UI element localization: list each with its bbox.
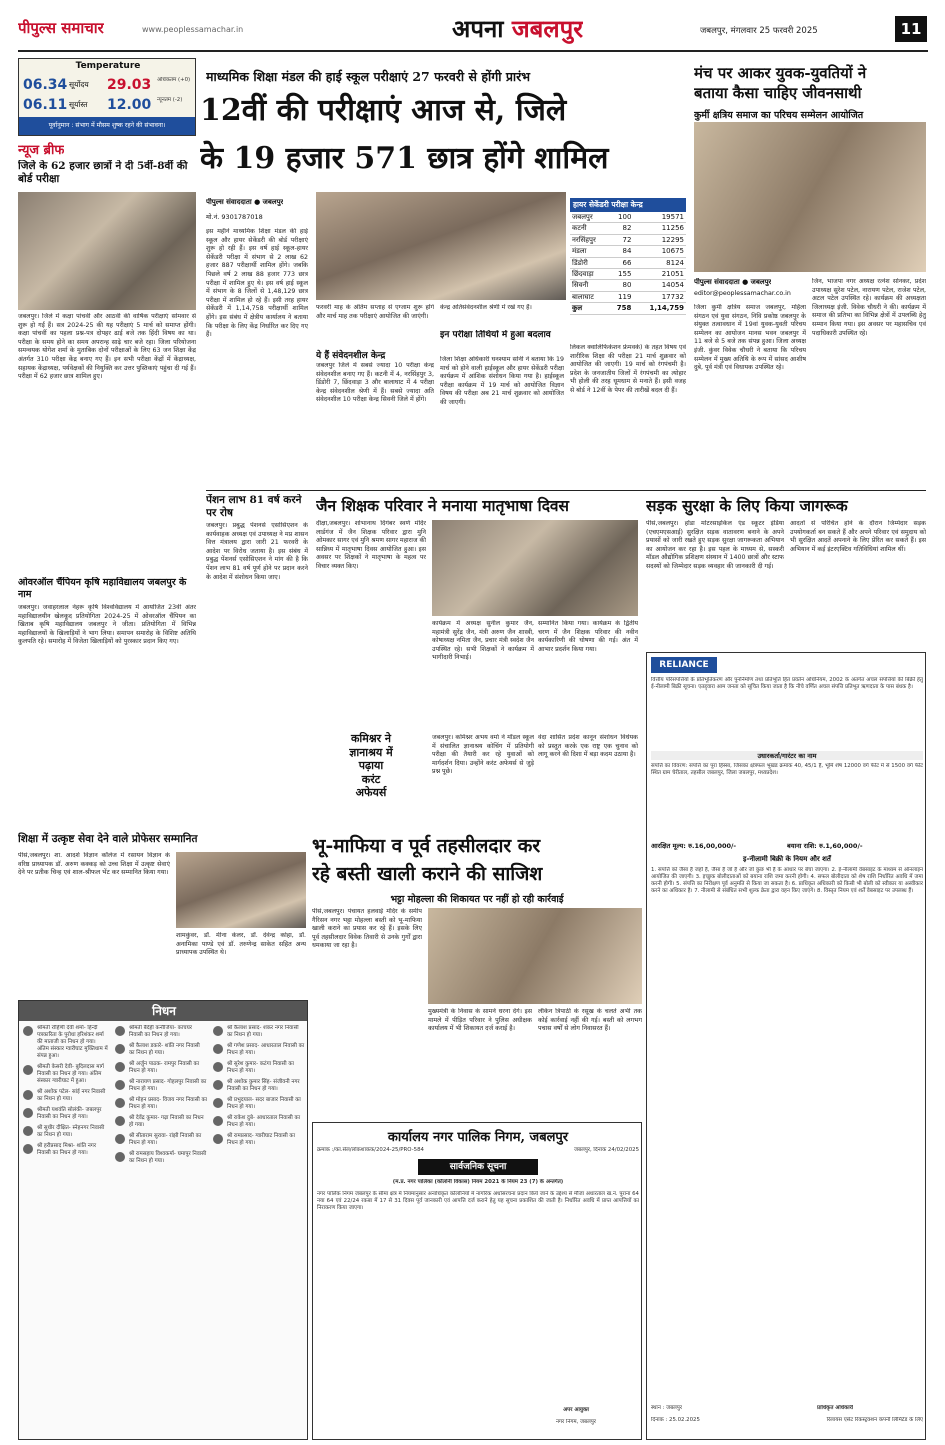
land-subhead: भट्टा मोहल्ला की शिकायत पर नहीं हो रही कार्रवाई [390, 894, 564, 905]
lead-mobile: मो.नं. 9301787018 [206, 213, 263, 221]
obituary-item [213, 1061, 305, 1075]
notice-sign1: अपर आयुक्त [563, 1407, 589, 1413]
sunrise-label: सूर्योदय [69, 80, 89, 89]
land-headline-2: रहे बस्ती खाली कराने की साजिश [312, 863, 543, 885]
hs-table-row [570, 291, 686, 302]
commissioner-body: जबलपुर। कमिश्नर अभय वर्मा ने मॉडल स्कूल में संचालित ज्ञानाश्रय कोचिंग में प्रतियोगी परीक्षा की तैयारी कर रहे युवाओं को मार्गदर्शन दिया। उन्होंने करंट अफेयर्स से जुड़े प्रश्न पूछे। [432, 734, 534, 776]
jain-group-photo [432, 520, 638, 616]
right-body2: जिन, भाजपा नगर अध्यक्ष रत्नेश सोनकर, प्रदेश उपाध्यक्ष सुरेश पटेल, नारायण पटेल, राजेश पटेल, अटल पटेल उपस्थित रहे। कार्यक्रम की अध्यक्षता जिलाध्यक्ष इंजी. विवेक चौधरी ने की। कार्यक्रम में समाज की प्रतिभा का विभिन्न क्षेत्रों में उपलब्धि हेतु सम्मान किया गया। इस अवसर पर महासचिव एवं पदाधिकारी उपस्थित रहे। [812, 278, 926, 337]
exam-hall-photo [316, 192, 566, 300]
masthead-rule [18, 50, 928, 52]
right-email: editor@peoplessamachar.co.in [694, 290, 791, 297]
ad-schedule-title: उधारकर्ता/गारंटर का नाम [651, 751, 923, 760]
reliance-logo: RELIANCE [651, 657, 717, 673]
obituary-photo-icon [115, 1062, 125, 1072]
ad-terms-title: इ-नीलामी बिक्री के नियम और शर्तें [743, 855, 831, 863]
professor-body: पीसं,जबलपुर। शा. आदर्श विज्ञान कॉलेज में रसायन विज्ञान के वरिष्ठ प्राध्यापक डॉ. अरुण कक्कड़ को उच्च शिक्षा में उत्कृष्ट सेवाएं देने पर प्रतीक चिन्ह एवं शाल-श्रीफल भेंट कर सम्मानित किया गया। [18, 852, 170, 877]
obituary-text: श्री नारायण प्रसाद- गोहलपुर निवासी का निधन हो गया। [129, 1079, 207, 1092]
right-byline: पीपुल्स संवाददाता ● जबलपुर [694, 278, 772, 286]
weather-forecast: पूर्वानुमान : संभाग में मौसम शुष्क रहने की संभावना। [19, 117, 195, 135]
professor-headline: शिक्षा में उत्कृष्ट सेवा देने वाले प्रोफेसर सम्मानित [18, 833, 198, 845]
obituary-text: श्री कैलाश डकारे- शांति नगर निवासी का निधन हो गया। [129, 1043, 200, 1056]
hs-table-row [570, 212, 686, 223]
min-label: न्यूनतम (-2) [157, 97, 183, 103]
hs-table-cell-centres: 66 [622, 258, 632, 267]
news-brief-label: न्यूज ब्रीफ [18, 143, 65, 158]
hs-table-cell-students: 10675 [661, 247, 684, 256]
obituary-item [115, 1151, 207, 1165]
obituary-item [115, 1025, 207, 1039]
news-brief-body: जबलपुर। जिले में कक्षा पांचवीं और आठवीं की वार्षिक परीक्षाएं सोमवार से शुरू हो गईं हैं। सत्र 2024-25 की यह परीक्षाएं 5 मार्च को समाप्त होंगी। कक्षा पांचवीं का पहला प्रश्न-पत्र दोपहर ढाई बजे तक हिंदी विषय का था। परीक्षा के समय होने का समय अपरान्ह साढ़े चार बजे रहा। जिला परियोजना समन्वयक योगेश शर्मा के मुताबिक दोनों परीक्षाओं के लिए 63 जन शिक्षा केंद्र अंतर्गत 310 परीक्षा केंद्र बनाए गए हैं। इन सभी परीक्षा केंद्रों में केंद्राध्यक्ष, सहायक केंद्राध्यक्ष, पर्यवेक्षकों की नियुक्ति कर उत्तर पुस्तिकाएं पहुंचा दी गई हैं। परीक्षा में 62 हजार छात्र शामिल हुए। [18, 313, 196, 381]
obituary-text: श्री सुरेश कुमार- कटंगा निवासी का निधन हो गया। [227, 1061, 294, 1074]
obituary-box [18, 1000, 308, 1440]
obituary-item [213, 1043, 305, 1057]
hs-table-cell-centres: 100 [618, 213, 632, 221]
jain-body3: सम्मानित किया गया। कार्यक्रम के द्वितीय चरण में जैन शिक्षक परिवार की नवीन कार्यकारिणी की घोषणा की गई। अंत में आभार प्रदर्शन किया गया। [538, 620, 638, 653]
land-headline-1: भू-माफिया व पूर्व तहसीलदार कर [312, 835, 541, 857]
hs-table [570, 212, 686, 315]
obituary-col2 [115, 1025, 207, 1437]
lead-col2c: जबलपुर। प्रबुद्ध पेंशनर्स एसोसिएशन के कार्यवाहक अध्यक्ष एवं उपाध्यक्ष ने मप्र शासन वित्त मंत्रालय द्वारा जारी 21 फरवरी के आदेश पर विरोध जताया है। इस संबंध में प्रबुद्ध पेंशनर्स एसोसिएशन ने मांग की है कि पेंशन लाभ 81 वर्ष पूर्ण होने पर प्रदान करने के आदेश में संशोधन किया जाए। [206, 522, 308, 581]
notice-body: नगर पालिक निगम जबलपुर के सीमा क्षेत्र में नियमानुसार अनाधिकृत कॉलोनियों में नागरिक अधोसंरचना प्रदान किये जाने के उद्देश्य से मौजा अधारताल ख.नं. पुराना 64 नया 64 एवं 22/24 रकबा में 17 से 31 दिवस पूर्व जानकारी एवं आपत्ति दर्ज कराने हेतु यह सूचना प्रकाशित की जाती है। निर्धारित अवधि में प्राप्त आपत्तियों का निराकरण किया जाएगा। [317, 1191, 639, 1211]
ad-body: वित्तीय परिसंपत्तियों के प्रतिभूतिकरण और पुनर्निर्माण तथा प्रतिभूति हित प्रवर्तन अधिनियम, 2002 के अंतर्गत अचल संपत्तियों की बिक्री हेतु ई-नीलामी बिक्री सूचना। एतद्द्वारा आम जनता को सूचित किया जाता है कि नीचे वर्णित अचल संपत्ति प्रतिभूत ऋणदाता के पास बंधक है। [651, 677, 923, 690]
obituary-item [115, 1115, 207, 1129]
obituary-photo-icon [213, 1134, 223, 1144]
hs-table-cell-centres: 155 [618, 270, 632, 279]
road-body: पीसं,जबलपुर। होंडा मोटरसाइकिल एंड स्कूटर इंडिया (एचएमएसआई) सुरक्षित सड़क वातावरण बनाने के अपने प्रयासों को जारी रखते हुए सड़क सुरक्षा जागरूकता अभियान का आयोजन कर रहा है। इस पहल के माध्यम से, सस्करी मॉडल औद्योगिक प्रशिक्षण संस्थान में 1400 छात्रों और स्टाफ सदस्यों को जिम्मेदार सड़क व्यवहार की जानकारी दी गई। [646, 520, 784, 570]
hs-table-box [570, 198, 686, 338]
obituary-col1 [23, 1025, 109, 1437]
obituary-photo-icon [213, 1080, 223, 1090]
obituary-item [23, 1064, 109, 1085]
hs-table-cell-district: कुल [572, 304, 583, 313]
max-label: अधिकतम (+0) [157, 77, 191, 83]
professor-body2: शामकुंवर, डॉ. मीना केलर, डॉ. देवेन्द्र कोहा, डॉ. अनामिका पाण्डे एवं डॉ. तरुणेन्द्र साकेत सहित अन्य प्राध्यापक उपस्थित थे। [176, 932, 306, 957]
obituary-photo-icon [115, 1134, 125, 1144]
obituary-text: श्री रामप्रसाद- ग्वारीघाट निवासी का निधन हो गया। [227, 1133, 295, 1146]
hs-table-cell-students: 12295 [661, 235, 684, 244]
obituary-title: निधन [19, 1001, 308, 1021]
lead-sub3: इन परीक्षा तिथियों में हुआ बदलाव [440, 330, 551, 340]
obituary-text: श्री गणेश प्रसाद- आधारताल निवासी का निधन हो गया। [227, 1043, 305, 1056]
hs-table-row [570, 234, 686, 245]
right-subhead: कुर्मी क्षत्रिय समाज का परिचय सम्मेलन आयोजित [694, 110, 864, 121]
protest-photo [428, 908, 642, 1004]
sunset-time: 06.11 [23, 97, 68, 113]
obituary-item [115, 1061, 207, 1075]
hs-table-cell-students: 19571 [661, 213, 684, 221]
obituary-item [23, 1143, 109, 1157]
obituary-photo-icon [213, 1044, 223, 1054]
obituary-photo-icon [115, 1026, 125, 1036]
obituary-photo-icon [115, 1098, 125, 1108]
notice-sign2: नगर निगम, जबलपुर [555, 1419, 597, 1425]
ad-signatory: प्राधिकृत अधिकारी [817, 1405, 854, 1411]
land-body3: लेकिन त्रिपाठी के रसूख के चलते अभी तक कोई कार्रवाई नहीं की गई। बस्ती को लगभग पचास वर्षों से लोग निवासरत हैं। [538, 1008, 642, 1033]
obituary-photo-icon [115, 1152, 125, 1162]
section-title [452, 12, 583, 45]
municipal-notice [312, 1122, 642, 1440]
issue-date: जबलपुर, मंगलवार 25 फरवरी 2025 [700, 26, 818, 36]
lead-col3b: जिला शिक्षा अधिकारी घनश्याम सोनी ने बताया कि 19 मार्च को होने वाली हाईस्कूल और हायर सेकेंडरी परीक्षा कार्यक्रम में आंशिक संशोधन किया गया है। हाईस्कूल परीक्षा कार्यक्रम में 19 मार्च को आयोजित विज्ञान विषय की परीक्षा अब 21 मार्च शुक्रवार को आयोजित की जाएगी। [440, 356, 564, 406]
hs-table-cell-district: बालाघाट [572, 292, 594, 301]
hs-table-cell-centres: 72 [622, 235, 632, 244]
section-title-part2: जबलपुर [511, 14, 584, 43]
lead-col2b: जबलपुर जिले में सबसे ज्यादा 10 परीक्षा केन्द्र संवेदनशील बनाए गए हैं। कटनी में 4, नरसिंहपुर 3, डिंडोरी 7, छिंदवाड़ा 3 और बालाघाट में 4 परीक्षा केन्द्र संवेदनशील श्रेणी में हैं। सबसे ज्यादा अति संवेदनशील 10 परीक्षा केन्द्र सिवनी जिले में होंगे। [316, 362, 434, 404]
right-body: जिला कुर्मी क्षत्रिय समाज जबलपुर, महिला संगठन एवं युवा संगठन, निवि प्रकोष्ठ जबलपुर के संयुक्त तत्वावधान में 19वां युवक-युवती परिचय सम्मेलन का आयोजन मानस भवन जबलपुर में 11 बजे से 5 बजे तक संपन्न हुआ। जिला अध्यक्ष इंजी. कुंवर विवेक चौधरी ने बताया कि परिचय सम्मेलन में मुख्य अतिथि के रूप में सांसद आशीष दुबे, पूर्व मंत्री एवं विधायक उपस्थित रहे। [694, 304, 806, 372]
lead-sub2: पेंशन लाभ 81 वर्ष करने पर रोष [206, 494, 302, 519]
hs-table-cell-district: कटनी [572, 224, 587, 233]
hs-table-cell-centres: 80 [622, 281, 632, 290]
right-headline-2: बताया कैसा चाहिए जीवनसाथी [694, 84, 862, 102]
professor-photo [176, 852, 306, 928]
obituary-item [23, 1107, 109, 1121]
hs-table-row [570, 246, 686, 257]
obituary-text: श्री राकेश दुबे- आधारताल निवासी का निधन हो गया। [227, 1115, 300, 1128]
obituary-item [23, 1125, 109, 1139]
weather-title: Temperature [75, 61, 141, 71]
obituary-item [115, 1097, 207, 1111]
reliance-ad [646, 652, 926, 1440]
sunrise-time: 06.34 [23, 77, 68, 93]
hs-table-row [570, 257, 686, 268]
commissioner-body2: वेदा शासित प्रदेश कानून संशोधन विधेयक को प्रस्तुत करके एक राष्ट्र एक चुनाव को लागू करने की दिशा में बड़ा कदम उठाया है। [538, 734, 638, 759]
obituary-item [213, 1115, 305, 1129]
hs-table-cell-district: मंडला [572, 247, 587, 256]
obituary-item [23, 1025, 109, 1060]
hs-table-cell-students: 14054 [661, 281, 684, 290]
obituary-text: श्री सुधीर दीक्षित- स्नेहनगर निवासी का निधन हो गया। [37, 1125, 105, 1138]
right-headline-1: मंच पर आकर युवक-युवतियों ने [694, 64, 867, 82]
hs-table-cell-centres: 758 [616, 304, 632, 313]
obituary-photo-icon [115, 1044, 125, 1054]
obituary-photo-icon [23, 1026, 33, 1036]
lead-col2: फरवरी माह के अंतिम सप्ताह से एग्जाम शुरू होंगे और मार्च माह तक परीक्षाएं आयोजित की जाएंगी। [316, 304, 434, 320]
hs-table-cell-district: नरसिंहपुर [572, 235, 596, 244]
hs-table-cell-district: सिवनी [572, 281, 589, 290]
section-title-part1: अपना [452, 14, 504, 43]
hs-table-cell-centres: 119 [618, 292, 632, 301]
obituary-photo-icon [213, 1026, 223, 1036]
obituary-item [115, 1079, 207, 1093]
hs-table-cell-district: डिंडोरी [572, 258, 588, 267]
obituary-col3 [213, 1025, 305, 1437]
notice-office: कार्यालय नगर पालिक निगम, जबलपुर [387, 1130, 569, 1145]
notice-title: सार्वजनिक सूचना [418, 1159, 538, 1175]
obituary-item [213, 1079, 305, 1093]
obituary-photo-icon [213, 1116, 223, 1126]
obituary-photo-icon [213, 1062, 223, 1072]
hs-table-title: हायर सेकेंडरी परीक्षा केन्द्र [570, 198, 686, 212]
news-brief-headline: जिले के 62 हजार छात्रों ने दी 5वीं-8वीं की बोर्ड परीक्षा [18, 160, 188, 185]
obituary-text: श्रीमती यशवंति सोलंकी- जबलपुर निवासी का निधन हो गया। [37, 1107, 102, 1120]
obituary-text: श्री रामसहाय विश्वकर्मा- घमापुर निवासी का निधन हो गया। [129, 1151, 207, 1164]
masthead [0, 0, 945, 56]
obituary-item [23, 1089, 109, 1103]
lead-sub1: ये हैं संवेदनशील केन्द्र [316, 351, 386, 361]
lead-col4: लिंकल क्वालिफिकेशन फ्रेमवर्क) के तहत विषय एवं शारीरिक शिक्षा की परीक्षा 21 मार्च शुक्रवार को आयोजित की जाएगी। 19 मार्च को रंगपंचमी है। प्रदेश के जनजातीय जिलों में रंगपंचमी का त्योहार भी होली की तरह धूमधाम से मनाते हैं। इसी वजह से बोर्ड ने 12वीं के पेपर की तारीखें बदल दी हैं। [570, 344, 686, 394]
ad-reserve: आरक्षित मूल्य: रु.16,00,000/- [651, 842, 737, 850]
jain-body2: कार्यक्रम में अध्यक्ष सुनील कुमार जैन, महामंत्री सुरेंद्र जैन, मंत्री अरुण जैन शास्त्री, कोषाध्यक्ष नमिता जैन, प्रचार मंत्री स्वदेश जैन उपस्थित रहे। सभी शिक्षकों ने कार्यक्रम में भागीदारी निभाई। [432, 620, 534, 662]
ad-date: दिनांक : 25.02.2025 [651, 1417, 700, 1423]
commissioner-text-5: अफेयर्स [355, 786, 387, 799]
obituary-item [115, 1043, 207, 1057]
hs-table-cell-students: 1,14,759 [649, 304, 684, 313]
notice-ref: क्रमांक :/का.सेल/लोकशाकंक/2024-25/PRO-584 [317, 1147, 424, 1153]
notice-subtitle: (म.प्र. नगर पालिका (कॉलोनी विकास) नियम 2021 के नियम 23 (7) के अन्तर्गत) [392, 1179, 564, 1185]
hs-table-cell-students: 21051 [661, 270, 684, 279]
lead-headline-2: के 19 हजार 571 छात्र होंगे शामिल [200, 141, 609, 176]
news-brief-body2: जबलपुर। जवाहरलाल नेहरू कृषि विश्वविद्यालय में आयोजित 23वीं अंतर महाविद्यालयीन खेलकूद प्रतियोगिता 2024-25 में ओवरऑल चैंपियन का खिताब कृषि महाविद्यालय जबलपुर ने जीता। प्रतियोगिता में विभिन्न महाविद्यालयों के खिलाड़ियों ने भाग लिया। समापन समारोह के विशिष्ट अतिथि कुलपति रहे। समारोह में विजेता खिलाड़ियों को पुरस्कार प्रदान किए गए। [18, 604, 196, 646]
land-body: पीसं,जबलपुर। पंचायत हलवाई मंदिर के समीप गैरिसन नगर भट्टा मोहल्ला बस्ती को भू-माफिया खाली कराने का प्रयास कर रहे हैं। इसके लिए पूर्व तहसीलदार विवेक तिवारी से उनके गुर्गों द्वारा धमकाया जा रहा है। [312, 908, 422, 950]
lead-byline: पीपुल्स संवाददाता ● जबलपुर [206, 198, 284, 206]
lead-headline-1: 12वीं की परीक्षाएं आज से, जिले [200, 93, 567, 128]
section-rule-1 [206, 490, 926, 491]
news-brief-subhead: ओवरऑल चैंपियन कृषि महाविद्यालय जबलपुर के नाम [18, 577, 187, 600]
hs-table-cell-students: 17732 [661, 292, 684, 301]
max-temp: 29.03 [107, 77, 152, 93]
exam-photo [18, 192, 196, 310]
obituary-text: श्री अशोक कुमार सिंह- संजीवनी नगर निवासी का निधन हो गया। [227, 1079, 300, 1092]
obituary-text: श्री प्रभुदयाल- सदर बाजार निवासी का निधन हो गया। [227, 1097, 301, 1110]
obituary-text: श्री देवेंद्र कुमार- गढ़ा निवासी का निधन हो गया। [129, 1115, 204, 1128]
obituary-text: श्री हरीप्रसाद मिश्रा- शांति नगर निवासी का निधन हो गया। [37, 1143, 97, 1156]
obituary-item [115, 1133, 207, 1147]
road-body2: आदतों से परिचित होने के दौरान जिम्मेदार सड़क उपयोगकर्ता बन सकते हैं और अपने परिवार एवं समुदाय को भी सुरक्षित आदतें अपनाने के लिए प्रेरित कर सकते हैं। इस अभियान में कई इंटरएक्टिव गतिविधियां शामिल थीं। [790, 520, 926, 553]
hs-table-row [570, 223, 686, 234]
obituary-text: श्रीमती बैदेही कनौजिया- कांचघर निवासी का निधन हो गया। [129, 1025, 192, 1038]
commissioner-text-1: कमिश्नर ने [350, 732, 392, 745]
obituary-text: श्री कैलाश प्रसाद- शंकर नगर निवासी का निधन हो गया। [227, 1025, 299, 1038]
hs-table-row [570, 280, 686, 291]
hs-table-cell-district: छिंदवाड़ा [572, 270, 594, 279]
lead-col3: केन्द्र अतिसंवेदनशील श्रेणी में रखे गए हैं। [440, 304, 532, 311]
hs-table-row [570, 269, 686, 280]
obituary-text: श्री अर्जुन पाठक- रामपुर निवासी का निधन हो गया। [129, 1061, 200, 1074]
obituary-photo-icon [23, 1144, 33, 1154]
obituary-text: श्री सीताराम सुरावा- रांझी निवासी का निधन हो गया। [129, 1133, 202, 1146]
obituary-item [213, 1133, 305, 1147]
commissioner-box [316, 732, 426, 826]
website: www.peoplessamachar.in [142, 25, 244, 34]
commissioner-text-2: ज्ञानाश्रय में [349, 745, 393, 759]
hs-table-cell-district: जबलपुर [572, 213, 593, 221]
obituary-text: श्री अशोक पटेल- सांई नगर निवासी का निधन हो गया। [37, 1089, 106, 1102]
hs-table-cell-students: 8124 [666, 258, 684, 267]
commissioner-text-4: करंट [361, 772, 381, 786]
jain-headline: जैन शिक्षक परिवार ने मनाया मातृभाषा दिवस [316, 496, 570, 515]
ad-place: स्थान : जबलपुर [651, 1405, 683, 1411]
lead-col1: इस महीने माध्यमिक शिक्षा मंडल की हाई स्कूल और हायर सेकेंडरी की बोर्ड परीक्षाएं शुरू हो रही हैं। इस वर्ष हाई स्कूल-हायर सेकेंडरी परीक्षा में संभाग से 2 लाख 62 हजार 887 परीक्षार्थी शामिल होंगे। जबकि पिछले वर्ष 2 लाख 88 हजार 773 छात्र परीक्षा में शामिल हुए थे। इस वर्ष हाई स्कूल में संभाग के 8 जिलों से 1,48,129 छात्र परीक्षा में शामिल हो रहे हैं। इसी तरह हायर सेकेंडरी में 1,14,758 परीक्षार्थी शामिल होंगे। इस संबंध में क्षेत्रीय कार्यालय ने बताया कि परीक्षा के लिए केंद्र निर्धारित कर दिए गए हैं। [206, 228, 308, 339]
obituary-item [213, 1025, 305, 1039]
obituary-photo-icon [23, 1126, 33, 1136]
obituary-photo-icon [115, 1080, 125, 1090]
jain-body: दीक्षा,जबलपुर। शोभानाथ दिगंबर स्वर्ण मंदिर लार्डगंज में जैन शिक्षक परिवार द्वारा मुनि ओमकार सागर एवं मुनि श्रमण सागर महाराज की सान्निध्य में मातृभाषा दिवस आयोजित हुआ। इस अवसर पर शिक्षकों ने मातृभाषा के महत्व पर विचार व्यक्त किए। [316, 520, 426, 570]
hs-table-row [570, 303, 686, 314]
obituary-photo-icon [115, 1116, 125, 1126]
obituary-photo-icon [213, 1098, 223, 1108]
brand-logo: पीपुल्स समाचार [18, 19, 104, 37]
obituary-item [213, 1097, 305, 1111]
hs-table-cell-students: 11256 [661, 224, 684, 233]
sunset-label: सूर्यास्त [69, 100, 88, 109]
obituary-photo-icon [23, 1108, 33, 1118]
lead-kicker: माध्यमिक शिक्षा मंडल की हाई स्कूल परीक्षाएं 27 फरवरी से होंगी प्रारंभ [206, 69, 531, 84]
ad-body2: संपत्ति का विवरण: संपत्ति का पूरा हिस्सा, जिसका क्षेत्रफल भूखंड क्रमांक 40, 45/1 हैं, भूमि शेष 12000 वर्ग फीट में से 1500 वर्ग फीट स्थित ग्राम चेरीताल, तहसील जबलपुर, जिला जबलपुर, मध्यप्रदेश। [651, 763, 923, 776]
obituary-text: श्रीमती रोहिणी देवी शर्मा- हिन्दी पत्रकारिता के पुरोधा हरिशंकर शर्मा की माताजी का निधन हो गया। अंतिम संस्कार ग्वारीघाट मुक्तिधाम में संपन्न हुआ। [37, 1025, 108, 1059]
obituary-photo-icon [23, 1065, 33, 1075]
weather-box [18, 58, 196, 136]
road-headline: सड़क सुरक्षा के लिए किया जागरूक [646, 496, 848, 515]
commissioner-text-3: पढ़ाया [358, 759, 384, 772]
obituary-text: श्रीमती केसरी देवी- बुदिलदास मार्ग निवासी का निधन हो गया। अंतिम संस्कार ग्वारीघाट में हुआ। [37, 1064, 104, 1084]
ad-emd: बयाना राशि: रु.1,60,000/- [787, 842, 863, 850]
notice-date: जबलपुर, दिनांक 24/02/2025 [574, 1147, 639, 1153]
page-number: 11 [895, 16, 927, 42]
obituary-photo-icon [23, 1090, 33, 1100]
land-body2: मुख्यमंत्री के निवास के सामने धरना देंगे। इस मामले में पीड़ित परिवार ने पुलिस अधीक्षक कार्यालय में भी शिकायत दर्ज कराई है। [428, 1008, 532, 1033]
obituary-text: श्री मोहन प्रसाद- विजय नगर निवासी का निधन हो गया। [129, 1097, 207, 1110]
hs-table-cell-centres: 84 [622, 247, 632, 256]
min-temp: 12.00 [107, 97, 152, 113]
event-stage-photo [694, 122, 926, 272]
ad-company: रिलायंस एसेट रिकंस्ट्रक्शन कंपनी लिमिटेड के लिए [826, 1417, 923, 1423]
hs-table-cell-centres: 82 [622, 224, 632, 233]
ad-terms: 1. संपत्ति को जैसा है जहाँ है, जैसा है जो है और जो कुछ भी है के आधार पर बेचा जाएगा। 2. ई-नीलामी वेबसाइट के माध्यम से ऑनलाइन आयोजित की जाएगी। 3. इच्छुक बोलीदाताओं को बयाना राशि जमा करनी होगी। 4. सफल बोलीदाता को शेष राशि निर्धारित अवधि में जमा करनी होगी। 5. संपत्ति का निरीक्षण पूर्व अनुमति से किया जा सकता है। 6. प्राधिकृत अधिकारी को किसी भी बोली को स्वीकार या अस्वीकार करने का अधिकार है। 7. नीलामी से संबंधित सभी शुल्क क्रेता द्वारा वहन किए जाएंगे। 8. विस्तृत नियम एवं शर्तें वेबसाइट पर उपलब्ध हैं। [651, 867, 923, 894]
